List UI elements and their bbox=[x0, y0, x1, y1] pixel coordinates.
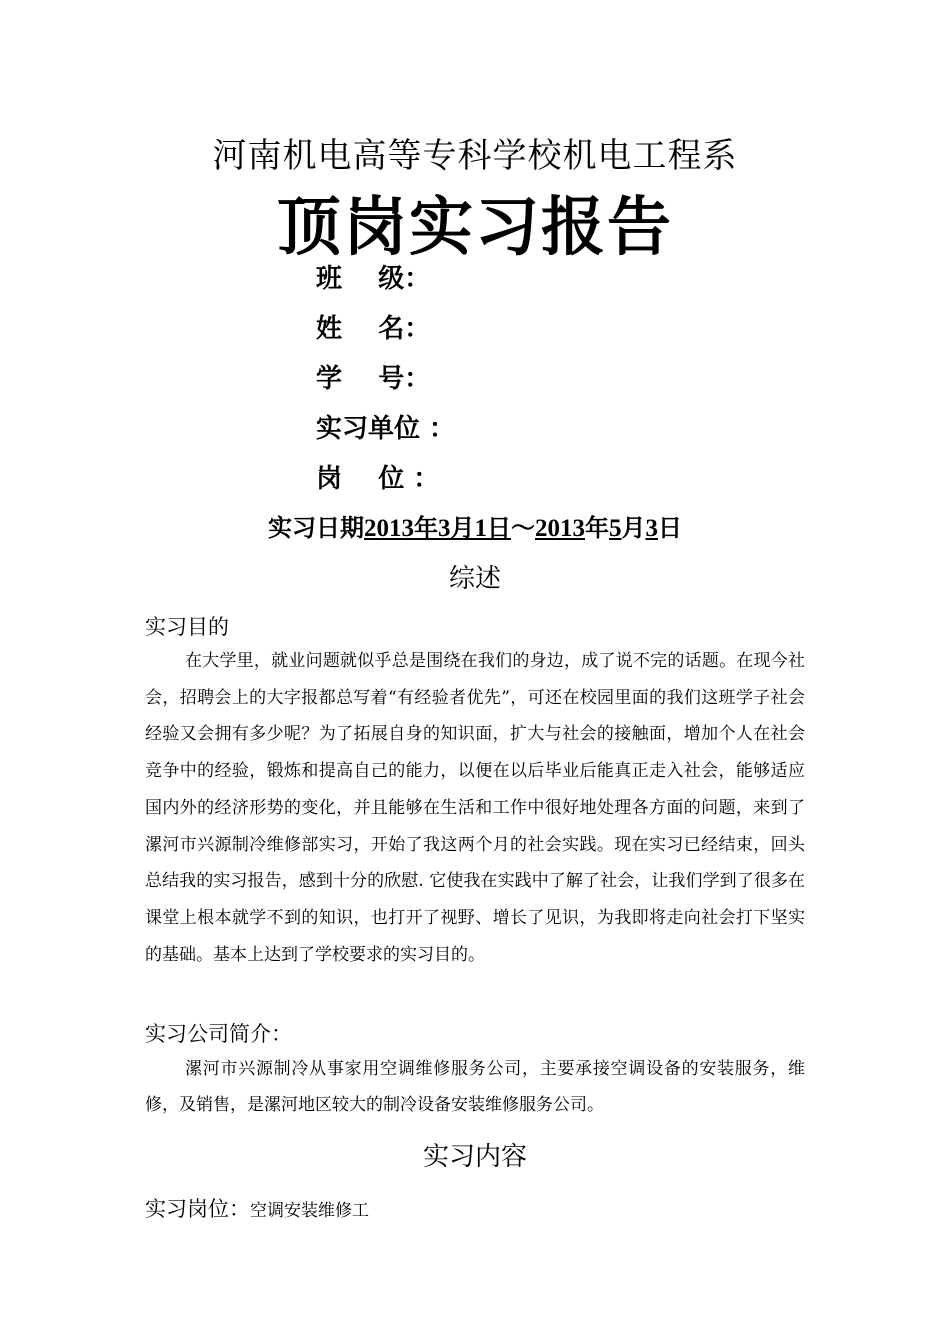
post-label: 实习岗位： bbox=[145, 1197, 250, 1221]
student-id-label: 学 号： bbox=[316, 364, 431, 394]
end-year-char: 年 bbox=[585, 514, 609, 542]
start-month-char: 月 bbox=[450, 514, 475, 542]
start-date bbox=[364, 514, 511, 542]
internship-unit-field bbox=[316, 408, 455, 445]
start-year: 2013 bbox=[364, 515, 414, 542]
school-department-title: 河南机电高等专科学校机电工程系 bbox=[212, 136, 738, 176]
name-label: 姓 名： bbox=[316, 314, 431, 344]
summary-title: 综述 bbox=[448, 564, 501, 594]
purpose-paragraph: 在大学里，就业问题就似乎总是围绕在我们的身边，成了说不完的话题。在现今社会，招聘会上的大字报都总写着“有经验者优先”，可还在校园里面的我们这班学子社会经验又会拥有多少呢？为了拓展自身的知识面，扩大与社会的接触面，增加个人在社会竞争中的经验，锻炼和提高自己的能力，以便在以后毕业后能真正走入社会，能够适应国内外的经济形势的变化，并且能够在生活和工作中很好地处理各方面的问题，来到了漯河市兴源制冷维修部实习，开始了我这两个月的社会实践。现在实习已经结束，回头总结我的实习报告，感到十分的欣慰. 它使我在实践中了解了社会，让我们学到了很多在课堂上根本就学不到的知识，也打开了视野、增长了见识，为我即将走向社会打下坚实的基础。基本上达到了学校要求的实习目的。 bbox=[145, 651, 805, 965]
start-day-char: 日 bbox=[487, 514, 511, 542]
class-field bbox=[316, 258, 430, 295]
position-field bbox=[316, 458, 439, 495]
company-paragraph: 漯河市兴源制冷从事家用空调维修服务公司，主要承接空调设备的安装服务，维修，及销售，是漯河地区较大的制冷设备安装维修服务公司。 bbox=[145, 1059, 805, 1115]
internship-post bbox=[145, 1193, 369, 1223]
internship-unit-label: 实习单位 ： bbox=[316, 414, 456, 444]
start-year-char: 年 bbox=[414, 514, 438, 542]
date-separator: ～ bbox=[511, 514, 535, 542]
start-day: 1 bbox=[474, 515, 487, 542]
dates-prefix: 实习日期 bbox=[268, 514, 364, 542]
report-title: 顶岗实习报告 bbox=[277, 191, 673, 265]
name-field bbox=[316, 308, 430, 345]
content-title: 实习内容 bbox=[422, 1142, 527, 1172]
company-heading: 实习公司简介： bbox=[145, 1022, 292, 1046]
internship-dates bbox=[0, 508, 950, 543]
class-label: 班 级： bbox=[316, 264, 431, 294]
post-value: 空调安装维修工 bbox=[250, 1201, 369, 1221]
purpose-heading: 实习目的 bbox=[145, 615, 229, 639]
start-month: 3 bbox=[438, 515, 451, 542]
position-label: 岗 位 ： bbox=[316, 464, 440, 494]
end-month-char: 月 bbox=[621, 514, 646, 542]
end-day: 3 bbox=[645, 515, 658, 542]
end-year: 2013 bbox=[535, 515, 585, 542]
end-day-char: 日 bbox=[658, 514, 682, 542]
student-id-field bbox=[316, 358, 430, 395]
end-month: 5 bbox=[609, 515, 622, 542]
